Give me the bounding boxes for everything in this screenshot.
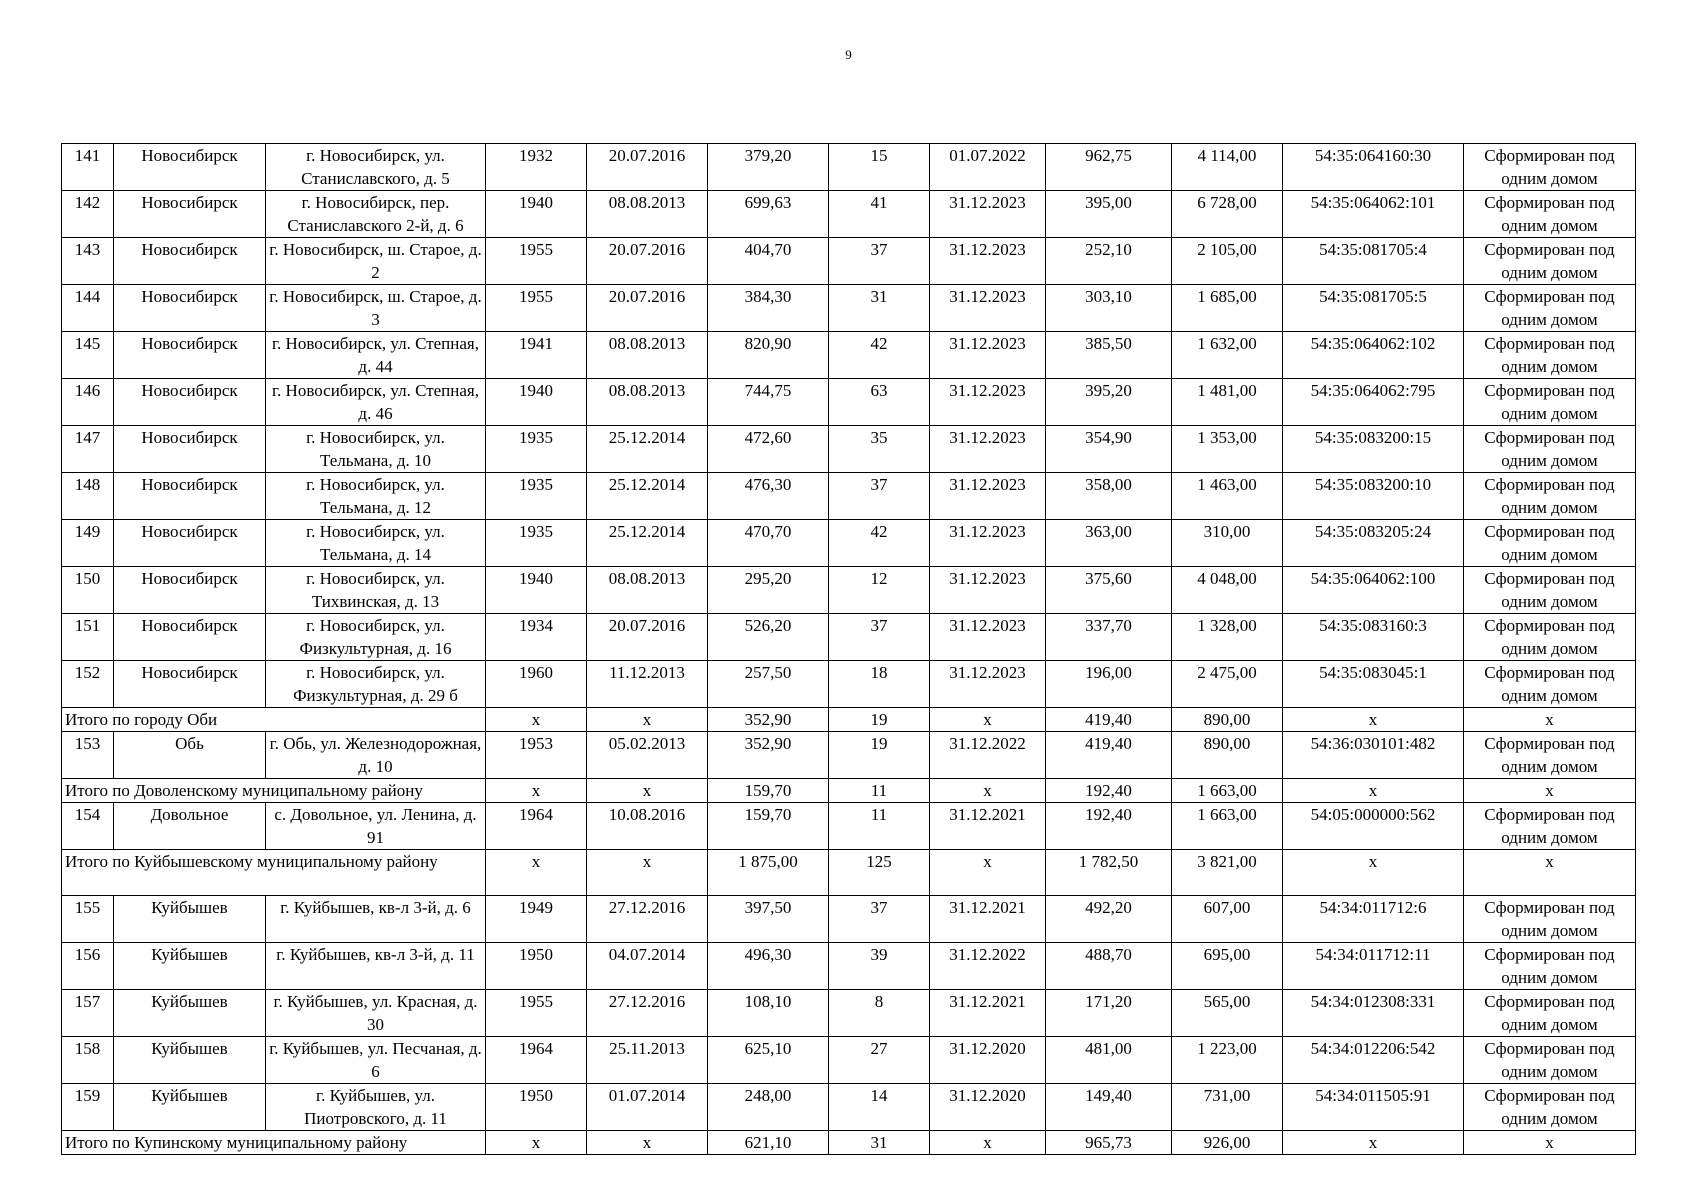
locality-cell: Новосибирск bbox=[114, 191, 266, 238]
status-cell: Сформирован под одним домом bbox=[1464, 332, 1636, 379]
date-cell: 27.12.2016 bbox=[587, 896, 708, 943]
address-cell: г. Куйбышев, ул. Красная, д. 30 bbox=[266, 990, 486, 1037]
deadline-cell: 01.07.2022 bbox=[930, 144, 1046, 191]
date-cell: 04.07.2014 bbox=[587, 943, 708, 990]
locality-cell: Новосибирск bbox=[114, 285, 266, 332]
land-area-cell: 1 353,00 bbox=[1172, 426, 1283, 473]
address-cell: г. Куйбышев, ул. Песчаная, д. 6 bbox=[266, 1037, 486, 1084]
table-row bbox=[62, 614, 1636, 661]
cadastral-number-cell: x bbox=[1283, 1131, 1464, 1155]
date-cell: x bbox=[587, 708, 708, 732]
status-cell: x bbox=[1464, 850, 1636, 896]
area-cell: 295,20 bbox=[708, 567, 829, 614]
locality-cell: Новосибирск bbox=[114, 661, 266, 708]
table-row bbox=[62, 990, 1636, 1037]
land-area-cell: 1 481,00 bbox=[1172, 379, 1283, 426]
land-area-cell: 2 475,00 bbox=[1172, 661, 1283, 708]
land-area-cell: 2 105,00 bbox=[1172, 238, 1283, 285]
deadline-cell: 31.12.2023 bbox=[930, 332, 1046, 379]
land-area-cell: 1 663,00 bbox=[1172, 803, 1283, 850]
year-cell: 1932 bbox=[486, 144, 587, 191]
row-number: 151 bbox=[62, 614, 114, 661]
cadastral-number-cell: 54:36:030101:482 bbox=[1283, 732, 1464, 779]
date-cell: x bbox=[587, 850, 708, 896]
year-cell: 1964 bbox=[486, 803, 587, 850]
table-row bbox=[62, 1037, 1636, 1084]
area-cell: 379,20 bbox=[708, 144, 829, 191]
cost-cell: 965,73 bbox=[1046, 1131, 1172, 1155]
address-cell: г. Обь, ул. Железнодорожная, д. 10 bbox=[266, 732, 486, 779]
area-cell: 744,75 bbox=[708, 379, 829, 426]
locality-cell: Новосибирск bbox=[114, 473, 266, 520]
status-cell: Сформирован под одним домом bbox=[1464, 990, 1636, 1037]
area-cell: 159,70 bbox=[708, 779, 829, 803]
date-cell: 27.12.2016 bbox=[587, 990, 708, 1037]
address-cell: г. Куйбышев, кв-л 3-й, д. 6 bbox=[266, 896, 486, 943]
residents-cell: 19 bbox=[829, 732, 930, 779]
date-cell: 20.07.2016 bbox=[587, 144, 708, 191]
year-cell: 1934 bbox=[486, 614, 587, 661]
cadastral-number-cell: 54:35:083045:1 bbox=[1283, 661, 1464, 708]
date-cell: x bbox=[587, 779, 708, 803]
locality-cell: Новосибирск bbox=[114, 426, 266, 473]
area-cell: 1 875,00 bbox=[708, 850, 829, 896]
year-cell: x bbox=[486, 1131, 587, 1155]
page-number: 9 bbox=[845, 47, 852, 62]
residents-cell: 35 bbox=[829, 426, 930, 473]
locality-cell: Новосибирск bbox=[114, 379, 266, 426]
table-row bbox=[62, 379, 1636, 426]
deadline-cell: x bbox=[930, 779, 1046, 803]
area-cell: 496,30 bbox=[708, 943, 829, 990]
year-cell: 1935 bbox=[486, 473, 587, 520]
locality-cell: Куйбышев bbox=[114, 1037, 266, 1084]
status-cell: Сформирован под одним домом bbox=[1464, 520, 1636, 567]
row-number: 155 bbox=[62, 896, 114, 943]
row-number: 144 bbox=[62, 285, 114, 332]
row-number: 148 bbox=[62, 473, 114, 520]
cost-cell: 192,40 bbox=[1046, 779, 1172, 803]
cost-cell: 252,10 bbox=[1046, 238, 1172, 285]
area-cell: 248,00 bbox=[708, 1084, 829, 1131]
residents-cell: 39 bbox=[829, 943, 930, 990]
deadline-cell: 31.12.2021 bbox=[930, 990, 1046, 1037]
address-cell: г. Новосибирск, ш. Старое, д. 2 bbox=[266, 238, 486, 285]
cost-cell: 962,75 bbox=[1046, 144, 1172, 191]
land-area-cell: 890,00 bbox=[1172, 732, 1283, 779]
locality-cell: Новосибирск bbox=[114, 520, 266, 567]
deadline-cell: 31.12.2023 bbox=[930, 614, 1046, 661]
residents-cell: 11 bbox=[829, 779, 930, 803]
row-number: 150 bbox=[62, 567, 114, 614]
year-cell: x bbox=[486, 850, 587, 896]
status-cell: Сформирован под одним домом bbox=[1464, 1037, 1636, 1084]
area-cell: 470,70 bbox=[708, 520, 829, 567]
deadline-cell: 31.12.2022 bbox=[930, 943, 1046, 990]
deadline-cell: 31.12.2023 bbox=[930, 661, 1046, 708]
address-cell: г. Новосибирск, ул. Тельмана, д. 10 bbox=[266, 426, 486, 473]
cadastral-number-cell: x bbox=[1283, 708, 1464, 732]
subtotal-label: Итого по городу Оби bbox=[62, 708, 486, 732]
area-cell: 404,70 bbox=[708, 238, 829, 285]
year-cell: 1949 bbox=[486, 896, 587, 943]
status-cell: Сформирован под одним домом bbox=[1464, 614, 1636, 661]
area-cell: 384,30 bbox=[708, 285, 829, 332]
cost-cell: 196,00 bbox=[1046, 661, 1172, 708]
housing-registry-table bbox=[61, 143, 1636, 1155]
status-cell: Сформирован под одним домом bbox=[1464, 661, 1636, 708]
year-cell: 1964 bbox=[486, 1037, 587, 1084]
row-number: 141 bbox=[62, 144, 114, 191]
address-cell: г. Новосибирск, ул. Тельмана, д. 12 bbox=[266, 473, 486, 520]
date-cell: 08.08.2013 bbox=[587, 567, 708, 614]
residents-cell: 42 bbox=[829, 520, 930, 567]
table-row bbox=[62, 426, 1636, 473]
status-cell: Сформирован под одним домом bbox=[1464, 896, 1636, 943]
year-cell: x bbox=[486, 779, 587, 803]
locality-cell: Куйбышев bbox=[114, 990, 266, 1037]
row-number: 142 bbox=[62, 191, 114, 238]
status-cell: Сформирован под одним домом bbox=[1464, 473, 1636, 520]
cadastral-number-cell: 54:35:083205:24 bbox=[1283, 520, 1464, 567]
cost-cell: 192,40 bbox=[1046, 803, 1172, 850]
residents-cell: 8 bbox=[829, 990, 930, 1037]
land-area-cell: 6 728,00 bbox=[1172, 191, 1283, 238]
deadline-cell: 31.12.2023 bbox=[930, 426, 1046, 473]
land-area-cell: 3 821,00 bbox=[1172, 850, 1283, 896]
residents-cell: 11 bbox=[829, 803, 930, 850]
land-area-cell: 1 663,00 bbox=[1172, 779, 1283, 803]
subtotal-row bbox=[62, 850, 1636, 896]
table-row bbox=[62, 943, 1636, 990]
date-cell: 08.08.2013 bbox=[587, 379, 708, 426]
address-cell: г. Новосибирск, ул. Физкультурная, д. 29 б bbox=[266, 661, 486, 708]
table-row bbox=[62, 1084, 1636, 1131]
table-row bbox=[62, 144, 1636, 191]
cadastral-number-cell: x bbox=[1283, 779, 1464, 803]
area-cell: 108,10 bbox=[708, 990, 829, 1037]
locality-cell: Новосибирск bbox=[114, 332, 266, 379]
deadline-cell: 31.12.2021 bbox=[930, 896, 1046, 943]
cost-cell: 358,00 bbox=[1046, 473, 1172, 520]
status-cell: Сформирован под одним домом bbox=[1464, 732, 1636, 779]
subtotal-row bbox=[62, 1131, 1636, 1155]
status-cell: Сформирован под одним домом bbox=[1464, 803, 1636, 850]
cost-cell: 481,00 bbox=[1046, 1037, 1172, 1084]
table-row bbox=[62, 661, 1636, 708]
cadastral-number-cell: 54:35:064062:101 bbox=[1283, 191, 1464, 238]
cost-cell: 303,10 bbox=[1046, 285, 1172, 332]
area-cell: 625,10 bbox=[708, 1037, 829, 1084]
status-cell: Сформирован под одним домом bbox=[1464, 144, 1636, 191]
date-cell: 10.08.2016 bbox=[587, 803, 708, 850]
address-cell: г. Новосибирск, ул. Степная, д. 46 bbox=[266, 379, 486, 426]
cadastral-number-cell: 54:35:081705:4 bbox=[1283, 238, 1464, 285]
area-cell: 526,20 bbox=[708, 614, 829, 661]
row-number: 145 bbox=[62, 332, 114, 379]
cost-cell: 488,70 bbox=[1046, 943, 1172, 990]
address-cell: г. Новосибирск, ул. Тихвинская, д. 13 bbox=[266, 567, 486, 614]
residents-cell: 31 bbox=[829, 1131, 930, 1155]
date-cell: 25.11.2013 bbox=[587, 1037, 708, 1084]
residents-cell: 41 bbox=[829, 191, 930, 238]
row-number: 153 bbox=[62, 732, 114, 779]
cadastral-number-cell: 54:34:012206:542 bbox=[1283, 1037, 1464, 1084]
land-area-cell: 1 632,00 bbox=[1172, 332, 1283, 379]
area-cell: 820,90 bbox=[708, 332, 829, 379]
year-cell: 1940 bbox=[486, 191, 587, 238]
area-cell: 476,30 bbox=[708, 473, 829, 520]
date-cell: 11.12.2013 bbox=[587, 661, 708, 708]
locality-cell: Куйбышев bbox=[114, 896, 266, 943]
date-cell: 20.07.2016 bbox=[587, 238, 708, 285]
row-number: 159 bbox=[62, 1084, 114, 1131]
land-area-cell: 310,00 bbox=[1172, 520, 1283, 567]
residents-cell: 37 bbox=[829, 896, 930, 943]
area-cell: 472,60 bbox=[708, 426, 829, 473]
area-cell: 621,10 bbox=[708, 1131, 829, 1155]
deadline-cell: x bbox=[930, 708, 1046, 732]
deadline-cell: x bbox=[930, 850, 1046, 896]
cost-cell: 395,20 bbox=[1046, 379, 1172, 426]
land-area-cell: 1 328,00 bbox=[1172, 614, 1283, 661]
deadline-cell: 31.12.2023 bbox=[930, 238, 1046, 285]
status-cell: Сформирован под одним домом bbox=[1464, 379, 1636, 426]
deadline-cell: 31.12.2021 bbox=[930, 803, 1046, 850]
year-cell: 1941 bbox=[486, 332, 587, 379]
cadastral-number-cell: 54:35:064062:102 bbox=[1283, 332, 1464, 379]
date-cell: 25.12.2014 bbox=[587, 520, 708, 567]
cost-cell: 395,00 bbox=[1046, 191, 1172, 238]
cadastral-number-cell: 54:34:011712:11 bbox=[1283, 943, 1464, 990]
row-number: 149 bbox=[62, 520, 114, 567]
cost-cell: 149,40 bbox=[1046, 1084, 1172, 1131]
cadastral-number-cell: 54:05:000000:562 bbox=[1283, 803, 1464, 850]
address-cell: г. Куйбышев, кв-л 3-й, д. 11 bbox=[266, 943, 486, 990]
date-cell: 01.07.2014 bbox=[587, 1084, 708, 1131]
area-cell: 352,90 bbox=[708, 732, 829, 779]
date-cell: x bbox=[587, 1131, 708, 1155]
residents-cell: 18 bbox=[829, 661, 930, 708]
table-row bbox=[62, 732, 1636, 779]
status-cell: Сформирован под одним домом bbox=[1464, 567, 1636, 614]
status-cell: x bbox=[1464, 1131, 1636, 1155]
residents-cell: 125 bbox=[829, 850, 930, 896]
residents-cell: 42 bbox=[829, 332, 930, 379]
land-area-cell: 4 048,00 bbox=[1172, 567, 1283, 614]
locality-cell: Обь bbox=[114, 732, 266, 779]
subtotal-label: Итого по Доволенскому муниципальному району bbox=[62, 779, 486, 803]
land-area-cell: 1 463,00 bbox=[1172, 473, 1283, 520]
subtotal-label: Итого по Куйбышевскому муниципальному району bbox=[62, 850, 486, 896]
date-cell: 08.08.2013 bbox=[587, 191, 708, 238]
locality-cell: Куйбышев bbox=[114, 943, 266, 990]
cost-cell: 419,40 bbox=[1046, 732, 1172, 779]
subtotal-label: Итого по Купинскому муниципальному району bbox=[62, 1131, 486, 1155]
land-area-cell: 731,00 bbox=[1172, 1084, 1283, 1131]
address-cell: г. Новосибирск, пер. Станиславского 2-й, д. 6 bbox=[266, 191, 486, 238]
status-cell: Сформирован под одним домом bbox=[1464, 943, 1636, 990]
locality-cell: Новосибирск bbox=[114, 614, 266, 661]
year-cell: 1955 bbox=[486, 238, 587, 285]
table-row bbox=[62, 803, 1636, 850]
cadastral-number-cell: x bbox=[1283, 850, 1464, 896]
land-area-cell: 565,00 bbox=[1172, 990, 1283, 1037]
cost-cell: 375,60 bbox=[1046, 567, 1172, 614]
status-cell: Сформирован под одним домом bbox=[1464, 238, 1636, 285]
locality-cell: Куйбышев bbox=[114, 1084, 266, 1131]
status-cell: Сформирован под одним домом bbox=[1464, 191, 1636, 238]
year-cell: 1950 bbox=[486, 943, 587, 990]
cost-cell: 419,40 bbox=[1046, 708, 1172, 732]
table-row bbox=[62, 567, 1636, 614]
status-cell: Сформирован под одним домом bbox=[1464, 285, 1636, 332]
address-cell: г. Новосибирск, ш. Старое, д. 3 bbox=[266, 285, 486, 332]
locality-cell: Довольное bbox=[114, 803, 266, 850]
land-area-cell: 607,00 bbox=[1172, 896, 1283, 943]
deadline-cell: 31.12.2023 bbox=[930, 520, 1046, 567]
area-cell: 699,63 bbox=[708, 191, 829, 238]
status-cell: x bbox=[1464, 708, 1636, 732]
deadline-cell: 31.12.2022 bbox=[930, 732, 1046, 779]
table-row bbox=[62, 520, 1636, 567]
deadline-cell: 31.12.2023 bbox=[930, 567, 1046, 614]
year-cell: 1935 bbox=[486, 426, 587, 473]
land-area-cell: 4 114,00 bbox=[1172, 144, 1283, 191]
cost-cell: 363,00 bbox=[1046, 520, 1172, 567]
table-row bbox=[62, 332, 1636, 379]
table-body bbox=[62, 144, 1636, 1155]
table-row bbox=[62, 191, 1636, 238]
year-cell: 1955 bbox=[486, 990, 587, 1037]
table-row bbox=[62, 473, 1636, 520]
date-cell: 20.07.2016 bbox=[587, 614, 708, 661]
cadastral-number-cell: 54:35:081705:5 bbox=[1283, 285, 1464, 332]
date-cell: 20.07.2016 bbox=[587, 285, 708, 332]
deadline-cell: 31.12.2023 bbox=[930, 473, 1046, 520]
row-number: 157 bbox=[62, 990, 114, 1037]
area-cell: 397,50 bbox=[708, 896, 829, 943]
year-cell: 1960 bbox=[486, 661, 587, 708]
residents-cell: 63 bbox=[829, 379, 930, 426]
deadline-cell: 31.12.2023 bbox=[930, 285, 1046, 332]
address-cell: г. Новосибирск, ул. Степная, д. 44 bbox=[266, 332, 486, 379]
residents-cell: 27 bbox=[829, 1037, 930, 1084]
residents-cell: 14 bbox=[829, 1084, 930, 1131]
cadastral-number-cell: 54:35:083160:3 bbox=[1283, 614, 1464, 661]
year-cell: 1935 bbox=[486, 520, 587, 567]
row-number: 156 bbox=[62, 943, 114, 990]
cadastral-number-cell: 54:35:083200:10 bbox=[1283, 473, 1464, 520]
deadline-cell: 31.12.2023 bbox=[930, 191, 1046, 238]
year-cell: 1940 bbox=[486, 379, 587, 426]
row-number: 158 bbox=[62, 1037, 114, 1084]
cadastral-number-cell: 54:34:011712:6 bbox=[1283, 896, 1464, 943]
year-cell: 1940 bbox=[486, 567, 587, 614]
cadastral-number-cell: 54:34:012308:331 bbox=[1283, 990, 1464, 1037]
locality-cell: Новосибирск bbox=[114, 567, 266, 614]
cost-cell: 171,20 bbox=[1046, 990, 1172, 1037]
year-cell: 1955 bbox=[486, 285, 587, 332]
subtotal-row bbox=[62, 779, 1636, 803]
date-cell: 25.12.2014 bbox=[587, 426, 708, 473]
cost-cell: 354,90 bbox=[1046, 426, 1172, 473]
row-number: 143 bbox=[62, 238, 114, 285]
deadline-cell: 31.12.2020 bbox=[930, 1037, 1046, 1084]
cost-cell: 337,70 bbox=[1046, 614, 1172, 661]
row-number: 154 bbox=[62, 803, 114, 850]
status-cell: Сформирован под одним домом bbox=[1464, 426, 1636, 473]
address-cell: с. Довольное, ул. Ленина, д. 91 bbox=[266, 803, 486, 850]
deadline-cell: x bbox=[930, 1131, 1046, 1155]
row-number: 147 bbox=[62, 426, 114, 473]
cadastral-number-cell: 54:35:064160:30 bbox=[1283, 144, 1464, 191]
row-number: 152 bbox=[62, 661, 114, 708]
deadline-cell: 31.12.2023 bbox=[930, 379, 1046, 426]
date-cell: 05.02.2013 bbox=[587, 732, 708, 779]
table-row bbox=[62, 285, 1636, 332]
area-cell: 159,70 bbox=[708, 803, 829, 850]
address-cell: г. Новосибирск, ул. Тельмана, д. 14 bbox=[266, 520, 486, 567]
residents-cell: 31 bbox=[829, 285, 930, 332]
table-row bbox=[62, 896, 1636, 943]
residents-cell: 37 bbox=[829, 614, 930, 661]
cadastral-number-cell: 54:35:064062:100 bbox=[1283, 567, 1464, 614]
table-row bbox=[62, 238, 1636, 285]
address-cell: г. Новосибирск, ул. Физкультурная, д. 16 bbox=[266, 614, 486, 661]
date-cell: 25.12.2014 bbox=[587, 473, 708, 520]
land-area-cell: 695,00 bbox=[1172, 943, 1283, 990]
residents-cell: 37 bbox=[829, 238, 930, 285]
residents-cell: 19 bbox=[829, 708, 930, 732]
locality-cell: Новосибирск bbox=[114, 144, 266, 191]
area-cell: 257,50 bbox=[708, 661, 829, 708]
subtotal-row bbox=[62, 708, 1636, 732]
cost-cell: 1 782,50 bbox=[1046, 850, 1172, 896]
land-area-cell: 890,00 bbox=[1172, 708, 1283, 732]
year-cell: 1950 bbox=[486, 1084, 587, 1131]
residents-cell: 12 bbox=[829, 567, 930, 614]
status-cell: x bbox=[1464, 779, 1636, 803]
date-cell: 08.08.2013 bbox=[587, 332, 708, 379]
address-cell: г. Новосибирск, ул. Станиславского, д. 5 bbox=[266, 144, 486, 191]
year-cell: 1953 bbox=[486, 732, 587, 779]
area-cell: 352,90 bbox=[708, 708, 829, 732]
land-area-cell: 926,00 bbox=[1172, 1131, 1283, 1155]
land-area-cell: 1 223,00 bbox=[1172, 1037, 1283, 1084]
row-number: 146 bbox=[62, 379, 114, 426]
land-area-cell: 1 685,00 bbox=[1172, 285, 1283, 332]
deadline-cell: 31.12.2020 bbox=[930, 1084, 1046, 1131]
cadastral-number-cell: 54:35:064062:795 bbox=[1283, 379, 1464, 426]
status-cell: Сформирован под одним домом bbox=[1464, 1084, 1636, 1131]
residents-cell: 15 bbox=[829, 144, 930, 191]
year-cell: x bbox=[486, 708, 587, 732]
residents-cell: 37 bbox=[829, 473, 930, 520]
cadastral-number-cell: 54:35:083200:15 bbox=[1283, 426, 1464, 473]
locality-cell: Новосибирск bbox=[114, 238, 266, 285]
address-cell: г. Куйбышев, ул. Пиотровского, д. 11 bbox=[266, 1084, 486, 1131]
cadastral-number-cell: 54:34:011505:91 bbox=[1283, 1084, 1464, 1131]
cost-cell: 492,20 bbox=[1046, 896, 1172, 943]
cost-cell: 385,50 bbox=[1046, 332, 1172, 379]
